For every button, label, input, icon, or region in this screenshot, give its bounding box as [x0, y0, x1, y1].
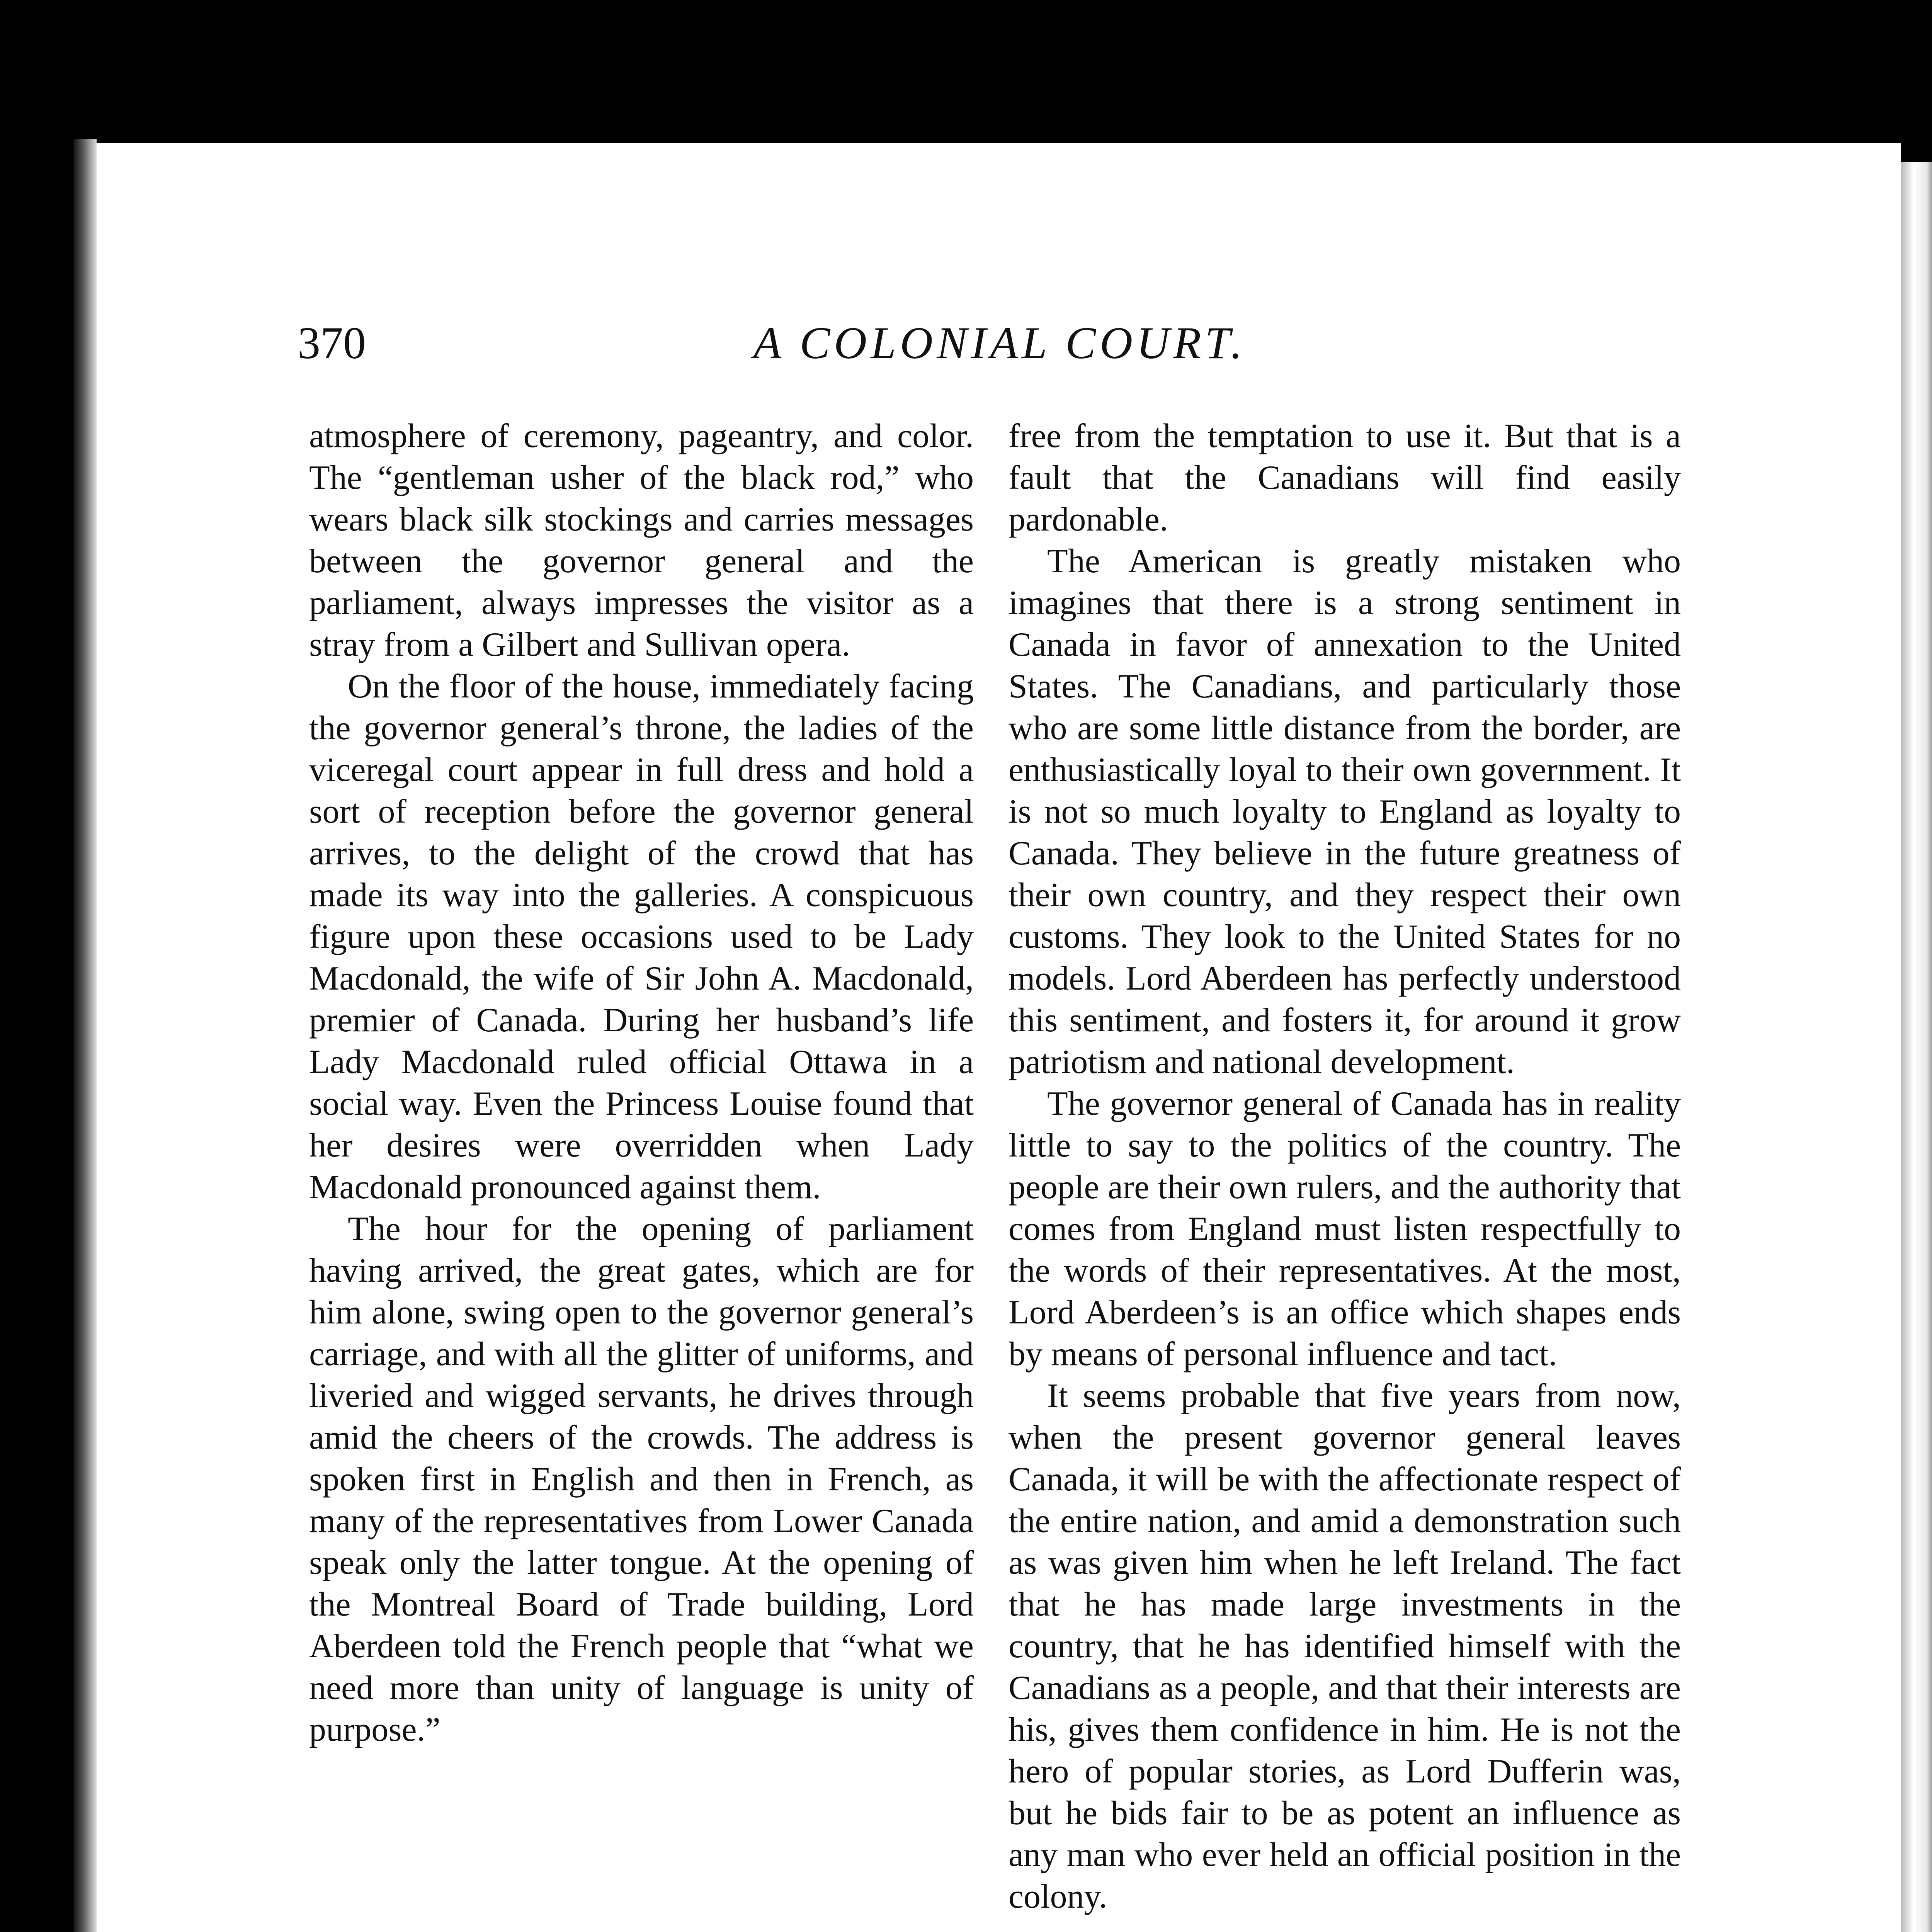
paragraph: The American is greatly mistaken who imagines that there is a strong sentiment in Canada in favor of annexation to the United States. The Canadians, and particularly those who are some little distance from the border, are enthusiastically loyal to their own government. It is not so much loyalty to England as loyalty to Canada. They believe in the future greatness of their own country, and they respect their own customs. They look to the United States for no models. Lord Aberdeen has perfectly understood this sentiment, and fosters it, for around it grow patriotism and national development. [1009, 543, 1681, 1081]
paragraph: The governor general of Canada has in reality little to say to the politics of the country. The people are their own rulers, and the authority that comes from England must listen respectfully to the words of their representatives. At the most, Lord Aberdeen’s is an office which shapes ends by means of personal influence and tact. [1009, 1085, 1681, 1373]
running-head [298, 317, 1689, 379]
right-text-column [1009, 415, 1681, 1918]
page-binding-edge [73, 139, 97, 1932]
paragraph: It seems probable that five years from now, when the present governor general leaves Canada, it will be with the affectionate respect of the entire nation, and amid a demonstration such as was given him when he left Ireland. The fact that he has made large investments in the country, that he has identified himself with the Canadians as a people, and that their interests are his, gives them confidence in him. He is not the hero of popular stories, as Lord Dufferin was, but he bids fair to be as potent an influence as any man who ever held an official position in the colony. [1009, 1377, 1681, 1915]
paragraph: free from the temptation to use it. But that is a fault that the Canadians will find easily pardonable. [1009, 417, 1681, 538]
left-text-column [309, 415, 974, 1751]
running-title: A COLONIAL COURT. [753, 318, 1246, 368]
paragraph: atmosphere of ceremony, pageantry, and color. The “gentleman usher of the black rod,” who wears black silk stockings and carries messages between the governor general and the parliament, always impresses the visitor as a stray from a Gilbert and Sullivan opera. [309, 417, 974, 663]
paragraph: On the floor of the house, immediately facing the governor general’s throne, the ladies of the viceregal court appear in full dress and hold a sort of reception before the governor general arrives, to the delight of the crowd that has made its way into the galleries. A conspicuous figure upon these occasions used to be Lady Macdonald, the wife of Sir John A. Macdonald, premier of Canada. During her husband’s life Lady Macdonald ruled official Ottawa in a social way. Even the Princess Louise found that her desires were overridden when Lady Macdonald pronounced against them. [309, 668, 974, 1206]
next-page-edge [1901, 162, 1932, 1932]
page-number: 370 [298, 318, 366, 368]
paragraph: The hour for the opening of parliament having arrived, the great gates, which are for him alone, swing open to the governor general’s carriage, and with all the glitter of uniforms, and liveried and wigged servants, he drives through amid the cheers of the crowds. The address is spoken first in English and then in French, as many of the representatives from Lower Canada speak only the latter tongue. At the opening of the Montreal Board of Trade building, Lord Aberdeen told the French people that “what we need more than unity of language is unity of purpose.” [309, 1210, 974, 1748]
